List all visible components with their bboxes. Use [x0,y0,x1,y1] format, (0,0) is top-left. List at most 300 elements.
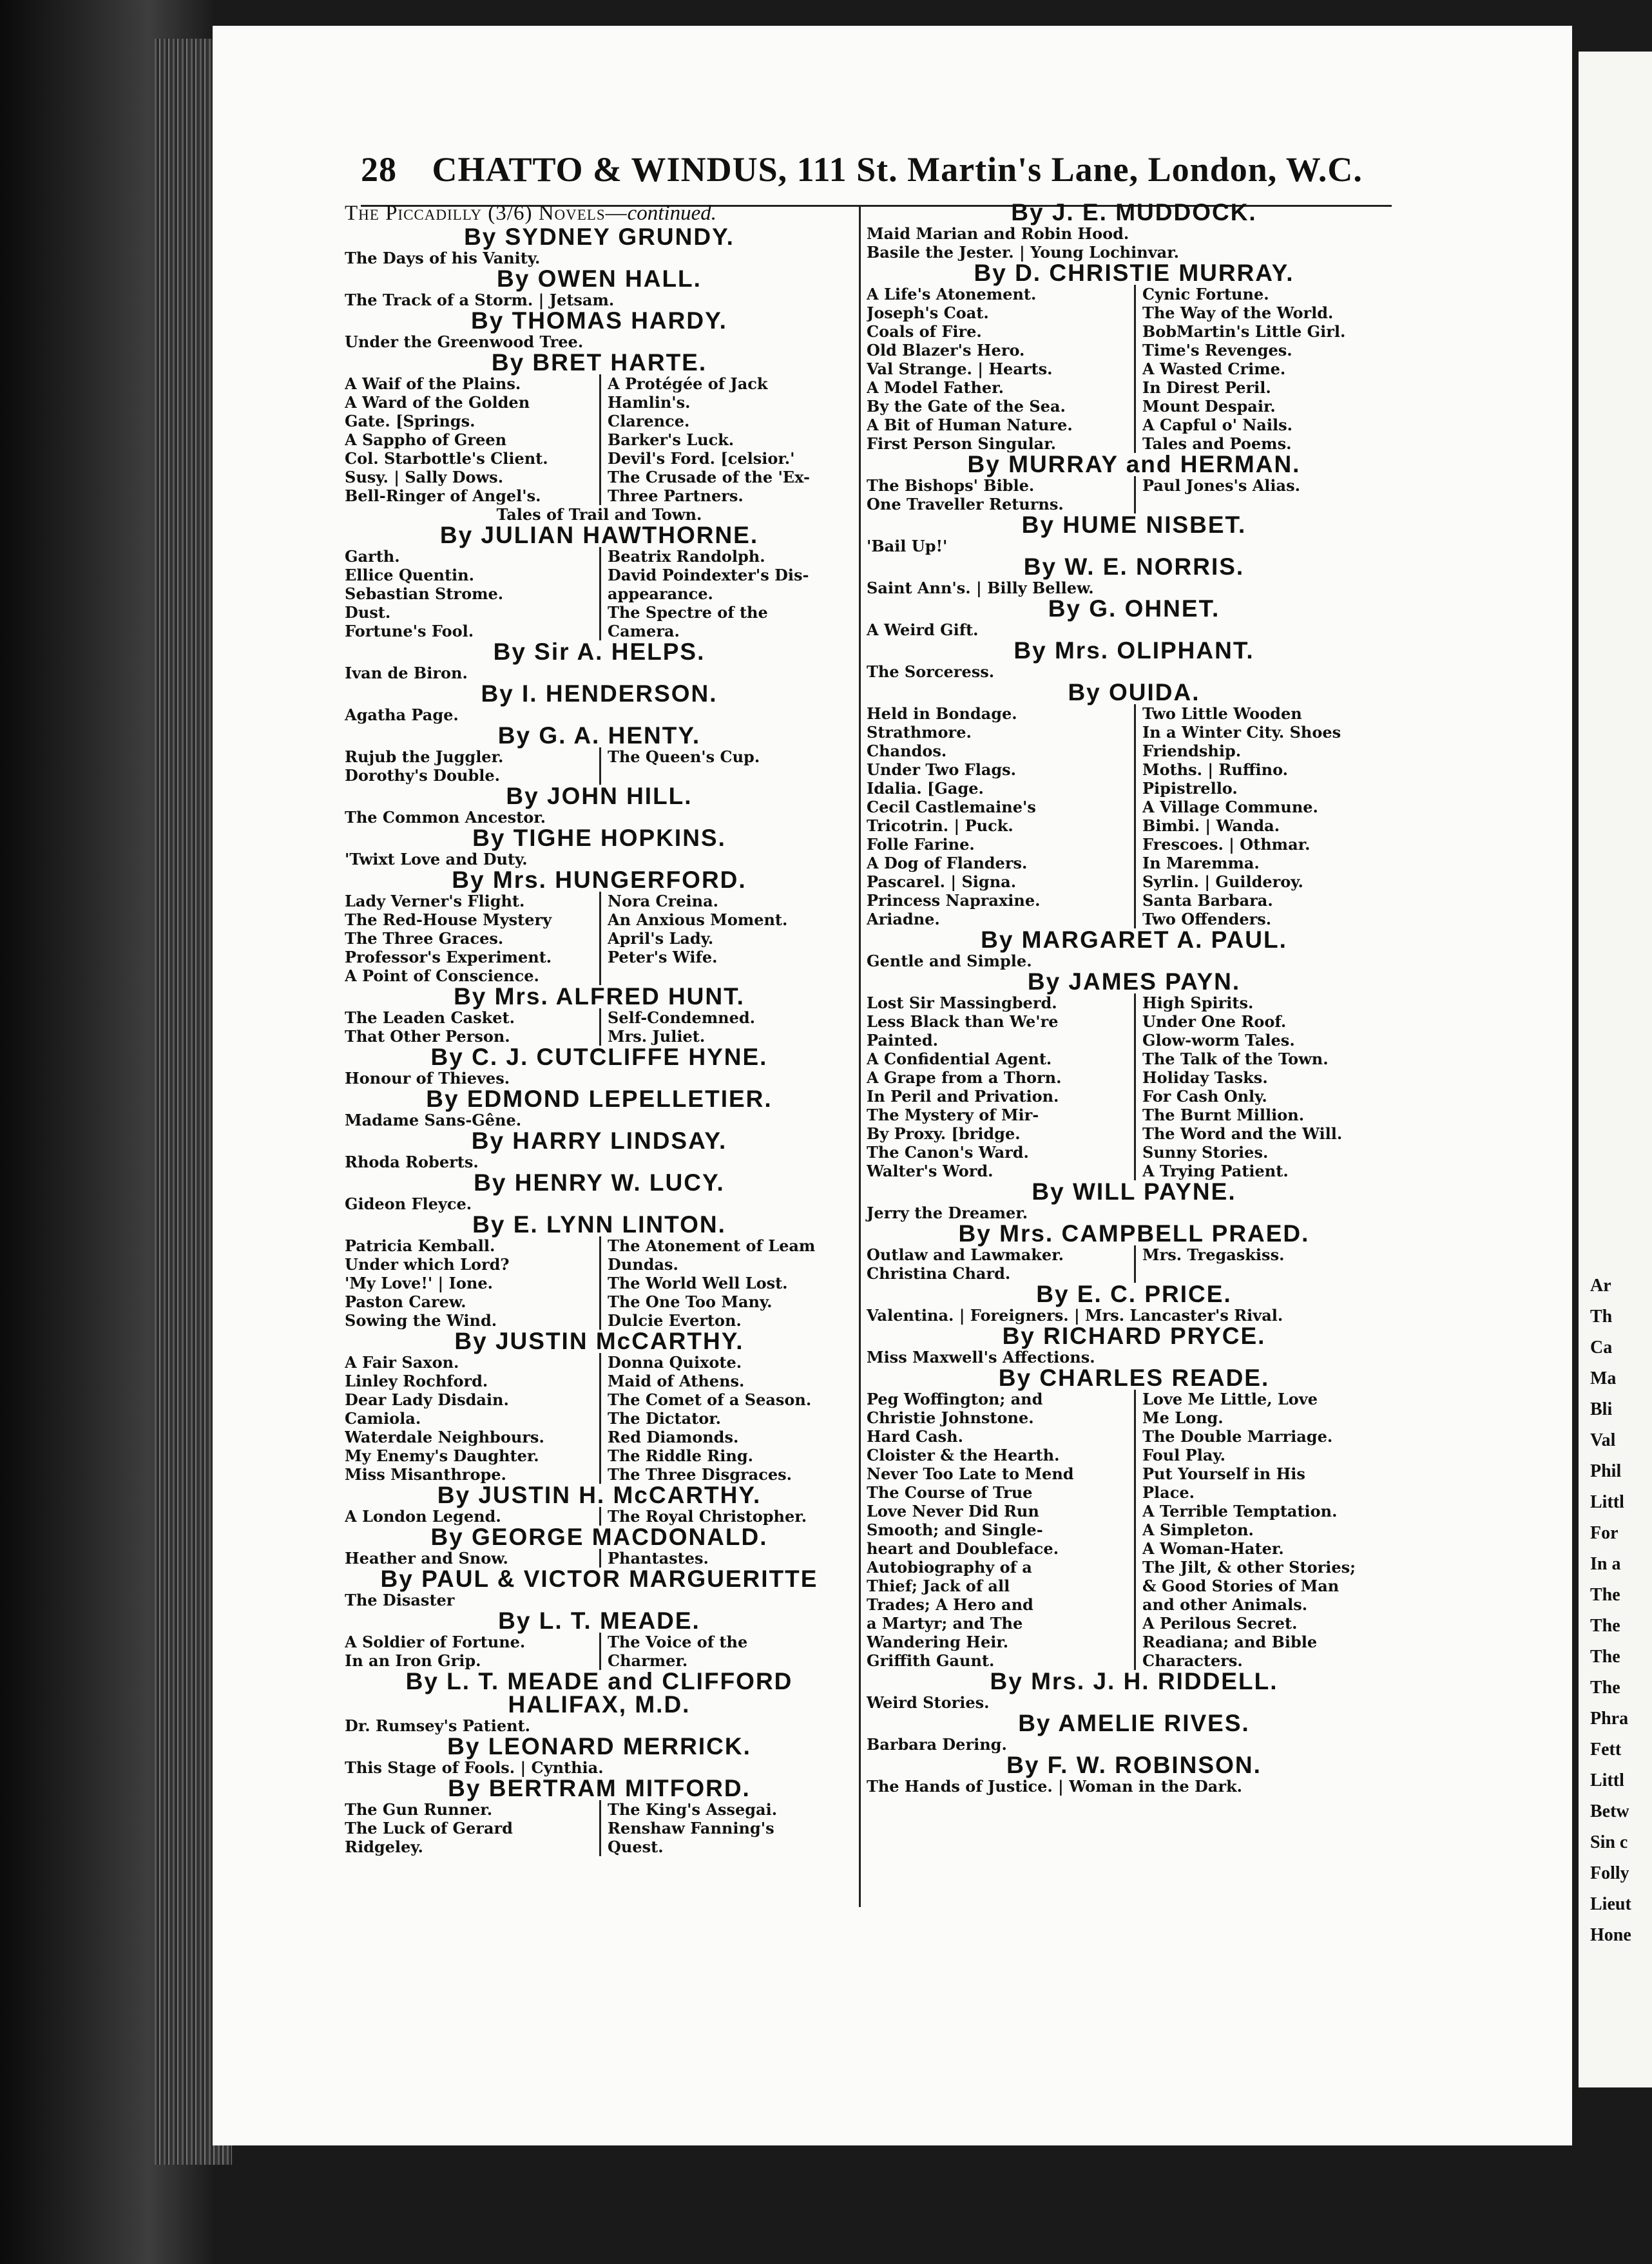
titles-column-1 [345,1008,599,1046]
facing-page-fragment: Val [1590,1430,1616,1450]
titles-column-1 [345,892,599,985]
book-title: Phantastes. [608,1549,709,1568]
book-title: The Way of the World. [1142,303,1334,322]
book-title: Readiana; and Bible [1142,1633,1318,1651]
book-title: A Capful o' Nails. [1142,416,1292,434]
author-heading: By Mrs. OLIPHANT. [1013,637,1254,664]
book-title: Devil's Ford. [celsior.' [608,449,795,468]
author-heading: By JULIAN HAWTHORNE. [439,522,759,548]
titles-column-1 [867,285,1134,453]
book-title: Waterdale Neighbours. [345,1428,544,1446]
book-title: Garth. [345,547,400,566]
book-title: Valentina. | Foreigners. | Mrs. Lancaster's Rival. [867,1306,1283,1325]
book-title: Pascarel. | Signa. [867,872,1017,891]
book-title: Less Black than We're [867,1012,1059,1031]
author-heading: By Sir A. HELPS. [493,638,706,665]
facing-page-fragment: Th [1590,1307,1613,1327]
book-title: In Maremma. [1142,854,1260,872]
author-heading: By HARRY LINDSAY. [471,1127,727,1154]
book-title: Princess Napraxine. [867,891,1041,910]
book-title: For Cash Only. [1142,1087,1267,1106]
book-title: Cecil Castlemaine's [867,798,1036,816]
titles-column-1 [345,1800,599,1856]
titles-column-2 [599,1008,854,1046]
book-title: The Days of his Vanity. [345,249,541,267]
book-title: Under the Greenwood Tree. [345,332,584,351]
book-title: & Good Stories of Man [1142,1577,1340,1595]
book-title: The Gun Runner. [345,1800,493,1819]
book-title: heart and Doubleface. [867,1539,1059,1558]
author-heading: By W. E. NORRIS. [1023,553,1245,580]
book-title: Madame Sans-Gêne. [345,1111,522,1129]
book-title: Idalia. [Gage. [867,779,984,798]
title-pair [345,374,854,505]
book-title: The Voice of the [608,1633,748,1651]
book-title: This Stage of Fools. | Cynthia. [345,1758,604,1777]
titles-column-1 [345,1633,599,1670]
titles-column-1 [867,1245,1134,1283]
book-title: The Spectre of the [608,603,768,622]
author-heading: By BRET HARTE. [491,349,707,376]
titles-column-2 [1134,476,1401,513]
titles-column-2 [599,747,854,785]
book-title: Cynic Fortune. [1142,285,1269,303]
book-title: and other Animals. [1142,1595,1308,1614]
title-pair [345,1800,854,1856]
running-head-title: The Piccadilly (3/6) Novels— [345,202,628,225]
book-title: Smooth; and Single- [867,1521,1043,1539]
book-title: The Comet of a Season. [608,1390,812,1409]
book-title: Ivan de Biron. [345,664,468,682]
facing-page-fragment: Littl [1590,1492,1624,1512]
book-title: Ariadne. [867,910,940,928]
book-title: Chandos. [867,742,947,760]
book-title: A Weird Gift. [867,620,979,639]
author-heading: By Mrs. CAMPBELL PRAED. [958,1220,1310,1247]
facing-page-fragment: Hone [1590,1925,1631,1945]
book-title: Patricia Kemball. [345,1236,495,1255]
book-title: Time's Revenges. [1142,341,1292,360]
title-pair [345,1008,854,1046]
book-title: The Common Ancestor. [345,808,546,827]
book-title: Agatha Page. [345,705,459,724]
book-title: David Poindexter's Dis- [608,566,809,584]
author-heading: By JAMES PAYN. [1027,968,1241,995]
book-title: 'My Love!' | Ione. [345,1274,493,1292]
author-heading: By G. OHNET. [1048,595,1220,622]
titles-column-1 [867,993,1134,1180]
title-pair [345,547,854,640]
book-title: A Dog of Flanders. [867,854,1028,872]
titles-column-2 [1134,993,1401,1180]
book-title: By the Gate of the Sea. [867,397,1066,416]
book-title: 'Bail Up!' [867,537,948,555]
facing-page-fragment: Phil [1590,1461,1622,1481]
author-heading: By Mrs. HUNGERFORD. [452,867,747,893]
book-title: 'Twixt Love and Duty. [345,850,528,868]
book-title: Hard Cash. [867,1427,963,1446]
facing-page-fragment: Littl [1590,1770,1624,1790]
book-title: A Simpleton. [1142,1521,1254,1539]
author-heading: By JUSTIN H. McCARTHY. [437,1482,762,1508]
facing-page-fragment: The [1590,1585,1620,1605]
author-heading: By L. T. MEADE and CLIFFORD [405,1668,793,1694]
book-title: Honour of Thieves. [345,1069,510,1088]
book-title: Bimbi. | Wanda. [1142,816,1280,835]
facing-page-fragment: Ma [1590,1368,1617,1388]
book-title: Griffith Gaunt. [867,1651,995,1670]
title-pair [867,993,1401,1180]
book-title: Barker's Luck. [608,430,735,449]
author-heading: By OWEN HALL. [497,265,702,292]
author-heading: By Mrs. ALFRED HUNT. [454,983,745,1010]
book-title: Nora Creina. [608,892,718,910]
author-heading: By TIGHE HOPKINS. [472,825,726,851]
book-title: Walter's Word. [867,1162,994,1180]
book-title: A Life's Atonement. [867,285,1037,303]
book-title: Saint Ann's. | Billy Bellew. [867,579,1094,597]
author-heading: By L. T. MEADE. [498,1607,700,1634]
book-title: Love Never Did Run [867,1502,1039,1521]
facing-page-edge [1579,52,1652,2087]
title-pair [345,1633,854,1670]
book-title: Miss Misanthrope. [345,1465,506,1484]
book-title: Never Too Late to Mend [867,1464,1074,1483]
book-title: Held in Bondage. [867,704,1017,723]
book-title: A Wasted Crime. [1142,360,1286,378]
book-title: Mrs. Juliet. [608,1027,706,1046]
titles-column-2 [1134,1245,1401,1283]
book-title: A Waif of the Plains. [345,374,521,393]
author-heading: By PAUL & VICTOR MARGUERITTE [380,1566,818,1592]
facing-page-fragment: Lieut [1590,1894,1631,1914]
facing-page-fragment: The [1590,1647,1620,1667]
book-title: Hamlin's. [608,393,691,412]
book-title: The Dictator. [608,1409,722,1428]
titles-column-2 [599,1353,854,1484]
page-number: 28 [361,150,397,189]
book-title: Paul Jones's Alias. [1142,476,1300,495]
book-title: BobMartin's Little Girl. [1142,322,1346,341]
book-title: One Traveller Returns. [867,495,1064,513]
author-heading: By Mrs. J. H. RIDDELL. [990,1668,1278,1694]
book-title: Sebastian Strome. [345,584,504,603]
book-title: Strathmore. [867,723,972,742]
book-title: Susy. | Sally Dows. [345,468,504,486]
book-title: The Three Graces. [345,929,504,948]
book-title: Linley Rochford. [345,1372,488,1390]
author-heading: By C. J. CUTCLIFFE HYNE. [430,1044,768,1070]
book-title: Tricotrin. | Puck. [867,816,1013,835]
author-heading: By LEONARD MERRICK. [447,1733,751,1760]
facing-page-fragment: Betw [1590,1801,1629,1821]
facing-page-fragment: For [1590,1523,1618,1543]
book-title: Ridgeley. [345,1837,423,1856]
book-title: appearance. [608,584,713,603]
book-title: Charmer. [608,1651,688,1670]
running-head [345,201,854,225]
book-title: Peg Woffington; and [867,1390,1043,1408]
title-pair [345,747,854,785]
book-title: Friendship. [1142,742,1242,760]
book-title: The Crusade of the 'Ex- [608,468,810,486]
book-title: Moths. | Ruffino. [1142,760,1289,779]
book-title: Camera. [608,622,680,640]
book-title: Outlaw and Lawmaker. [867,1245,1064,1264]
book-title: Lady Verner's Flight. [345,892,525,910]
title-pair [867,704,1401,928]
book-title: Maid of Athens. [608,1372,745,1390]
titles-column-1 [345,1236,599,1330]
book-title: A Ward of the Golden [345,393,530,412]
title-pair [345,1507,854,1526]
book-title: Pipistrello. [1142,779,1238,798]
book-title: A Trying Patient. [1142,1162,1289,1180]
book-title: Lost Sir Massingberd. [867,993,1057,1012]
author-heading: By E. LYNN LINTON. [472,1211,726,1238]
author-heading: By HENRY W. LUCY. [474,1169,725,1196]
title-pair [345,1353,854,1484]
title-pair [867,1245,1401,1283]
titles-column-1 [345,547,599,640]
book-title: A Fair Saxon. [345,1353,459,1372]
author-heading: By D. CHRISTIE MURRAY. [974,260,1294,286]
book-title: A Village Commune. [1142,798,1318,816]
book-title: Donna Quixote. [608,1353,742,1372]
book-title: Two Little Wooden [1142,704,1302,723]
book-title: In an Iron Grip. [345,1651,481,1670]
title-pair [345,892,854,985]
book-title: A Soldier of Fortune. [345,1633,526,1651]
book-title: The One Too Many. [608,1292,773,1311]
book-title: Paston Carew. [345,1292,466,1311]
author-heading: By CHARLES READE. [998,1365,1270,1391]
right-column [867,201,1401,1796]
book-title: The Burnt Million. [1142,1106,1305,1124]
author-heading: By E. C. PRICE. [1036,1281,1232,1307]
book-title: Folle Farine. [867,835,975,854]
book-title: A London Legend. [345,1507,501,1526]
author-heading: By EDMOND LEPELLETIER. [426,1086,773,1112]
book-title: Col. Starbottle's Client. [345,449,548,468]
book-title: High Spirits. [1142,993,1254,1012]
book-title: Professor's Experiment. [345,948,552,966]
titles-column-2 [599,892,854,985]
book-title: The World Well Lost. [608,1274,788,1292]
titles-column-1 [345,1353,599,1484]
author-heading: By GEORGE MACDONALD. [430,1524,768,1550]
book-title: A Grape from a Thorn. [867,1068,1062,1087]
book-title: Cloister & the Hearth. [867,1446,1060,1464]
book-title: The Word and the Will. [1142,1124,1343,1143]
facing-page-fragment: Bli [1590,1399,1613,1419]
book-title: The Canon's Ward. [867,1143,1029,1162]
book-title: Joseph's Coat. [867,303,989,322]
book-title: My Enemy's Daughter. [345,1446,539,1465]
book-title: Gideon Fleyce. [345,1194,472,1213]
titles-column-1 [867,476,1134,513]
book-title: A Woman-Hater. [1142,1539,1284,1558]
book-title: Jerry the Dreamer. [867,1204,1028,1222]
book-title: Self-Condemned. [608,1008,756,1027]
book-title: In Peril and Privation. [867,1087,1059,1106]
book-title: Trades; A Hero and [867,1595,1033,1614]
facing-page-fragment: Phra [1590,1709,1629,1729]
facing-page-fragment: Ar [1590,1276,1611,1296]
book-title: The Three Disgraces. [608,1465,792,1484]
book-title: Mrs. Tregaskiss. [1142,1245,1285,1264]
title-pair [867,285,1401,453]
titles-column-1 [867,1390,1134,1670]
facing-page-fragment: Sin c [1590,1832,1628,1852]
book-title: The Riddle Ring. [608,1446,753,1465]
titles-column-2 [1134,1390,1401,1670]
book-title: An Anxious Moment. [608,910,788,929]
book-title: The Sorceress. [867,662,995,681]
book-title: A Terrible Temptation. [1142,1502,1338,1521]
book-title: Dr. Rumsey's Patient. [345,1716,531,1735]
book-title: Christie Johnstone. [867,1408,1034,1427]
book-title: Painted. [867,1031,939,1050]
facing-page-fragment: The [1590,1678,1620,1698]
book-title: The Bishops' Bible. [867,476,1035,495]
book-title: Basile the Jester. | Young Lochinvar. [867,243,1179,262]
book-title: Two Offenders. [1142,910,1272,928]
author-heading: By G. A. HENTY. [497,722,701,749]
titles-column-2 [1134,704,1401,928]
author-heading: By F. W. ROBINSON. [1006,1752,1262,1778]
author-heading: By RICHARD PRYCE. [1002,1323,1266,1349]
book-title: Gentle and Simple. [867,952,1032,970]
facing-page-fragment: Fett [1590,1740,1622,1760]
book-title: Me Long. [1142,1408,1224,1427]
title-pair [867,1390,1401,1670]
book-title: The Disaster [345,1591,455,1609]
author-heading: By BERTRAM MITFORD. [448,1775,751,1801]
book-title: The Luck of Gerard [345,1819,513,1837]
author-heading: By HUME NISBET. [1021,512,1247,538]
book-title: The Course of True [867,1483,1033,1502]
book-title: By Proxy. [bridge. [867,1124,1021,1143]
book-title: Dear Lady Disdain. [345,1390,509,1409]
book-title: Gate. [Springs. [345,412,475,430]
book-title: Glow-worm Tales. [1142,1031,1295,1050]
title-pair [867,476,1401,513]
book-title: Tales and Poems. [1142,434,1292,453]
book-title: Santa Barbara. [1142,891,1273,910]
book-title: Characters. [1142,1651,1243,1670]
book-title: A Point of Conscience. [345,966,539,985]
book-title: Camiola. [345,1409,421,1428]
column-divider [859,206,861,1907]
facing-page-fragment: In a [1590,1554,1621,1574]
book-title: The Queen's Cup. [608,747,760,766]
book-title: Under Two Flags. [867,760,1017,779]
book-title: Old Blazer's Hero. [867,341,1025,360]
book-title: Mount Despair. [1142,397,1276,416]
book-title: A Model Father. [867,378,1004,397]
book-title: The Atonement of Leam [608,1236,816,1255]
titles-column-1 [345,747,599,785]
book-title: Dust. [345,603,391,622]
book-title: The Double Marriage. [1142,1427,1333,1446]
titles-column-1 [345,374,599,505]
book-title: Red Diamonds. [608,1428,739,1446]
book-title: The Jilt, & other Stories; [1142,1558,1356,1577]
book-title: Under One Roof. [1142,1012,1287,1031]
book-title: Rujub the Juggler. [345,747,504,766]
book-title: Syrlin. | Guilderoy. [1142,872,1303,891]
running-head-continued: continued. [627,202,717,225]
title-pair [345,1236,854,1330]
book-title: April's Lady. [608,929,714,948]
facing-page-fragment: Ca [1590,1338,1613,1357]
author-heading: By THOMAS HARDY. [471,307,727,334]
author-heading: By AMELIE RIVES. [1018,1710,1250,1736]
titles-column-2 [1134,285,1401,453]
author-heading: By MURRAY and HERMAN. [967,451,1301,477]
book-title: Fortune's Fool. [345,622,474,640]
book-title: Ellice Quentin. [345,566,474,584]
titles-column-1 [345,1549,599,1568]
book-title: In a Winter City. Shoes [1142,723,1341,742]
titles-column-1 [345,1507,599,1526]
book-title: Thief; Jack of all [867,1577,1010,1595]
book-title: The Red-House Mystery [345,910,552,929]
book-title: The Track of a Storm. | Jetsam. [345,291,615,309]
book-title: Dulcie Everton. [608,1311,742,1330]
book-title: Peter's Wife. [608,948,718,966]
book-title: Renshaw Fanning's [608,1819,774,1837]
title-pair [345,1549,854,1568]
book-title: Wandering Heir. [867,1633,1009,1651]
book-title: Christina Chard. [867,1264,1011,1283]
book-title: Weird Stories. [867,1693,990,1712]
book-title: Val Strange. | Hearts. [867,360,1053,378]
author-heading: By MARGARET A. PAUL. [981,926,1287,953]
book-title: Frescoes. | Othmar. [1142,835,1311,854]
book-title: A Confidential Agent. [867,1050,1052,1068]
book-title: Quest. [608,1837,664,1856]
book-title: Clarence. [608,412,690,430]
titles-column-2 [599,374,854,505]
page-header [361,149,1363,189]
left-column [345,201,854,1856]
book-title: Tales of Trail and Town. [496,505,702,524]
book-title: Sowing the Wind. [345,1311,497,1330]
book-title: Bell-Ringer of Angel's. [345,486,541,505]
book-title: The Talk of the Town. [1142,1050,1329,1068]
book-title: Three Partners. [608,486,744,505]
book-title: Autobiography of a [867,1558,1032,1577]
facing-page-fragment: The [1590,1616,1620,1636]
book-title: That Other Person. [345,1027,510,1046]
book-title: First Person Singular. [867,434,1056,453]
book-title: Dorothy's Double. [345,766,500,785]
book-title: Barbara Dering. [867,1735,1007,1754]
book-title: A Protégée of Jack [608,374,768,393]
titles-column-2 [599,1236,854,1330]
book-title: Beatrix Randolph. [608,547,765,566]
book-title: Place. [1142,1483,1195,1502]
book-title: A Perilous Secret. [1142,1614,1298,1633]
book-title: Dundas. [608,1255,678,1274]
titles-column-2 [599,547,854,640]
facing-page-fragment: Folly [1590,1863,1629,1883]
book-title: The Royal Christopher. [608,1507,807,1526]
book-title: In Direst Peril. [1142,378,1271,397]
book-title: The King's Assegai. [608,1800,778,1819]
